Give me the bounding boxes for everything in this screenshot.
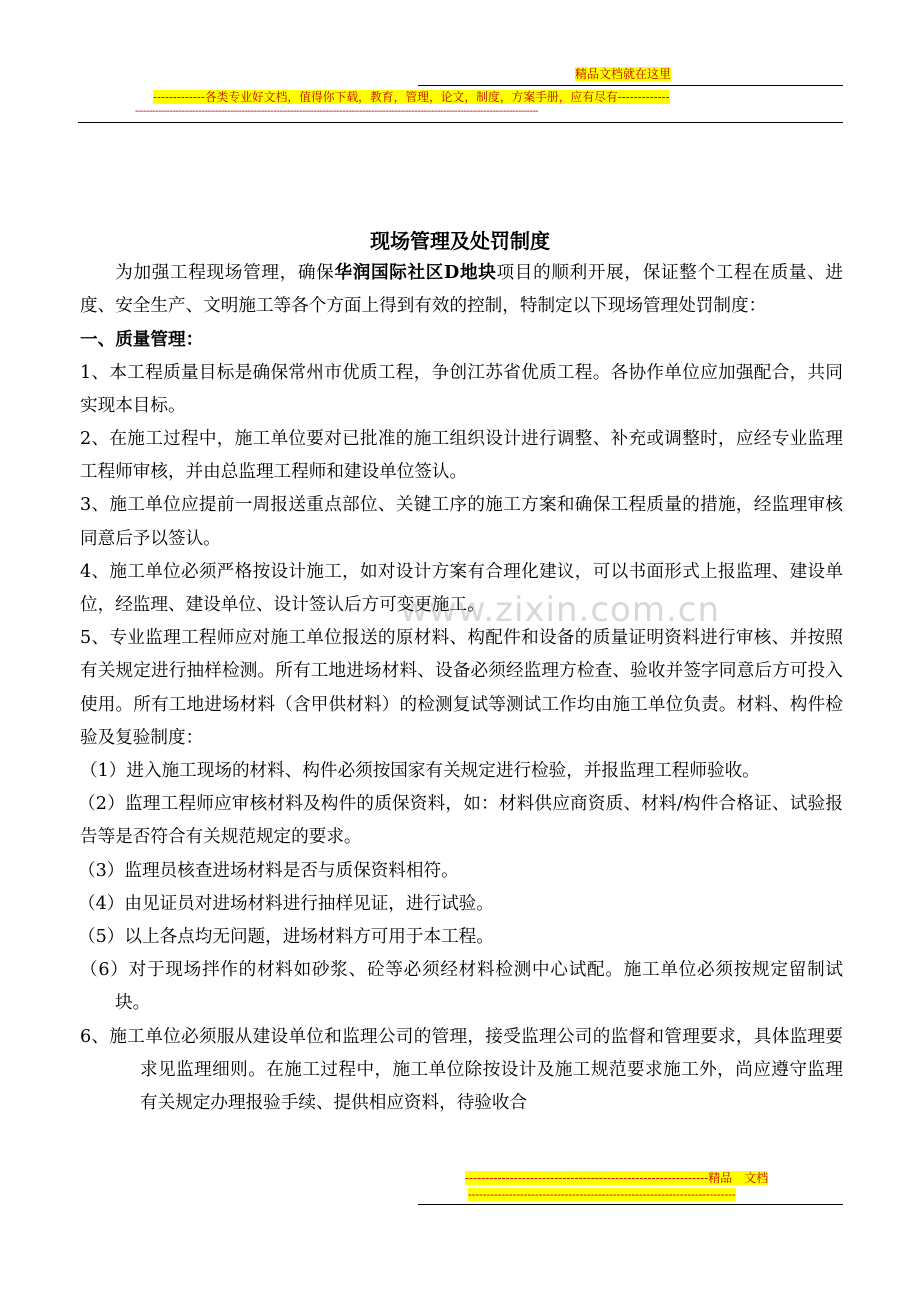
sub-item-3: （3）监理员核查进场材料是否与质保资料相符。 xyxy=(78,860,459,881)
intro-paragraph xyxy=(80,256,843,323)
list-item-1: 1、本工程质量目标是确保常州市优质工程，争创江苏省优质工程。各协作单位应加强配合，共同实现本目标。 xyxy=(80,362,843,416)
footer-line-2: ------------------------------------------------------------------------ xyxy=(468,1188,736,1201)
list-item-5: 5、专业监理工程师应对施工单位报送的原材料、构配件和设备的质量证明资料进行审核、并按照有关规定进行抽样检测。所有工地进场材料、设备必须经监理方检查、验收并签字同意后方可投入使用。所有工地进场材料（含甲供材料）的检测复试等测试工作均由施工单位负责。材料、构件检验及复验制度： xyxy=(80,628,843,748)
sub-item-1: （1）进入施工现场的材料、构件必须按国家有关规定进行检验，并报监理工程师验收。 xyxy=(80,761,760,782)
intro-text-after: 项目的顺利开展，保证整个工程在质量、进度、安全生产、文明施工等各个方面上得到有效的控制，特制定以下现场管理处罚制度： xyxy=(80,263,843,317)
intro-text-before: 为加强工程现场管理，确保 xyxy=(115,263,335,283)
list-item-3: 3、施工单位应提前一周报送重点部位、关键工序的施工方案和确保工程质量的措施，经监理审核同意后予以签认。 xyxy=(80,495,843,549)
header-banner: -------------各类专业好文档，值得你下载，教育，管理，论文，制度，方案手册，应有尽有------------- xyxy=(153,90,670,104)
intro-project-name: 华润国际社区D地块 xyxy=(334,262,497,283)
header-dashes: -------------------------------------------------------------------------------------------------------------------------------------------- xyxy=(135,106,539,117)
sub-item-6: （6）对于现场拌作的材料如砂浆、砼等必须经材料检测中心试配。施工单位必须按规定留制试块。 xyxy=(80,960,843,1014)
list-item-6: 6、施工单位必须服从建设单位和监理公司的管理，接受监理公司的监督和管理要求，具体监理要求见监理细则。在施工过程中，施工单位除按设计及施工规范要求施工外，尚应遵守监理有关规定办理报验手续、提供相应资料，待验收合 xyxy=(80,1026,843,1114)
document-body xyxy=(80,256,843,1120)
sub-item-5: （5）以上各点均无问题，进场材料方可用于本工程。 xyxy=(78,927,494,948)
list-item-4: 4、施工单位必须严格按设计施工，如对设计方案有合理化建议，可以书面形式上报监理、建设单位，经监理、建设单位、设计签认后方可变更施工。 xyxy=(80,561,843,616)
header-rule-long xyxy=(78,122,843,123)
header-rule-short xyxy=(418,85,843,86)
header-tagline: 精品文档就在这里 xyxy=(575,67,672,81)
footer-rule xyxy=(418,1204,843,1205)
footer-line-1: ------------------------------------------------------------精品 文档 xyxy=(465,1171,769,1185)
watermark: www.zixin.com.cn xyxy=(400,590,720,630)
list-item-2: 2、在施工过程中，施工单位要对已批准的施工组织设计进行调整、补充或调整时，应经专业监理工程师审核，并由总监理工程师和建设单位签认。 xyxy=(80,429,843,483)
sub-item-2: （2）监理工程师应审核材料及构件的质保资料，如：材料供应商资质、材料/构件合格证、试验报告等是否符合有关规范规定的要求。 xyxy=(78,794,843,848)
document-title: 现场管理及处罚制度 xyxy=(370,229,550,253)
section1-heading: 一、质量管理： xyxy=(80,329,204,351)
sub-item-4: （4）由见证员对进场材料进行抽样见证，进行试验。 xyxy=(78,893,494,914)
